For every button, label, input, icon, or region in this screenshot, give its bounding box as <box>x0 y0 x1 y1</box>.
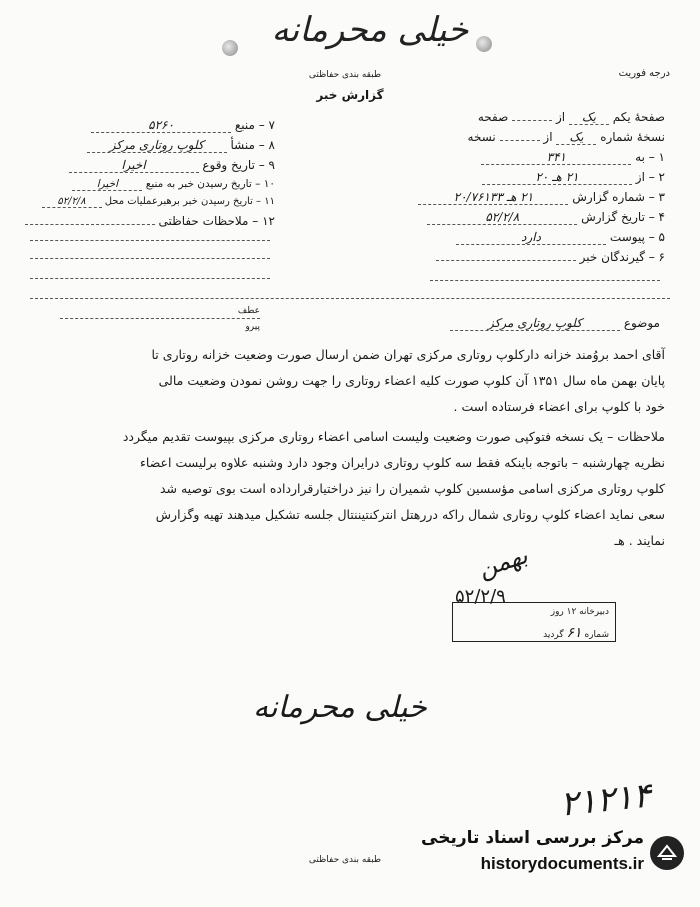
blank-line <box>30 278 270 279</box>
stamp-date: ۵۲/۲/۹ <box>455 586 506 607</box>
field-page: صفحهٔ یکم یک از صفحه <box>477 110 665 124</box>
classification-stamp-bottom: خیلی محرمانه <box>253 690 427 725</box>
watermark-url: historydocuments.ir <box>480 854 644 873</box>
subject-line <box>390 316 660 331</box>
security-class-label: طبقه بندی حفاظتی <box>308 70 382 80</box>
field-report-date: ۴ – تاریخ گزارش ۵۲/۲/۸ <box>420 210 665 225</box>
notes-line: نمایند . هـ <box>614 533 665 548</box>
subject-label: موضوع <box>623 316 660 330</box>
blank-line <box>30 240 270 241</box>
blank-line <box>30 258 270 259</box>
footer-class-label: طبقه بندی حفاظتی <box>308 855 382 865</box>
field-report-number: ۳ – شماره گزارش ۲۱ هـ ۲۰/۷۶۱۳۳ <box>420 190 665 205</box>
watermark-title: مرکز بررسی اسناد تاریخی <box>421 828 644 848</box>
body-line: آقای احمد بروُمند خزانه دارکلوپ روتاری مرکزی تهران ضمن ارسال صورت وضعیت خزانه روتاری تا <box>151 347 665 362</box>
field-copy: نسخهٔ شماره یک از نسخه <box>467 130 665 144</box>
body-line: پایان بهمن ماه سال ۱۳۵۱ آن کلوپ صورت کلیه اعضاء روتاری را جهت روشن نمودن وضعیت مالی <box>158 373 665 388</box>
notes-body <box>40 424 665 554</box>
report-title: گزارش خبر <box>316 88 384 102</box>
punch-hole-left <box>222 40 238 56</box>
atf-line <box>60 318 260 319</box>
subject-value: کلوپ روتاری مرکز <box>450 316 620 331</box>
notes-line: سعی نماید اعضاء کلوپ روتاری شمال راکه دررهتل انترکنتیننتال جلسه تشکیل میدهند تهیه وگزارش <box>155 507 665 522</box>
field-source-date: ۱۰ – تاریخ رسیدن خبر به منبع اخیرا <box>30 178 275 191</box>
body-line: خود با کلوپ برای اعضاء فرستاده است . <box>453 399 665 414</box>
field-to: ۱ – به ۳۴۱ <box>420 150 665 165</box>
atf-label: عطف <box>237 306 260 316</box>
punch-hole-right <box>476 36 492 52</box>
blank-line <box>430 280 660 281</box>
notes-line: ملاحظات – یک نسخه فتوکپی صورت وضعیت ولیست اسامی اعضاء روتاری مرکزی بپیوست تقدیم میگردد <box>122 429 665 444</box>
field-recipients: ۶ – گیرندگان خبر <box>420 250 665 264</box>
report-body <box>40 342 665 420</box>
signature: بهمن <box>474 540 531 584</box>
field-security-notes: ۱۲ – ملاحظات حفاظتی <box>30 214 275 228</box>
field-from: ۲ – از ۲۱ هـ ۲۰ <box>420 170 665 185</box>
section-divider <box>30 298 670 299</box>
field-operation-date: ۱۱ – تاریخ رسیدن خبر برهبرعملیات محل ۵۲/۲/۸ <box>10 196 275 208</box>
archive-number: ۲۱۲۱۴ <box>558 775 654 825</box>
peyro-label: پیرو <box>245 322 260 332</box>
field-source: ۷ – منبع ۵۲۶۰ <box>30 118 275 133</box>
archive-logo-icon <box>650 836 684 870</box>
registry-stamp: دبیرخانه ۱۲ روز شماره ۶۱ گردید <box>452 602 616 642</box>
notes-line: نظریه چهارشنبه – باتوجه باینکه فقط سه کلوپ روتاری درایران وجود دارد وشنبه علاوه برلیست اعضاء <box>140 455 665 470</box>
field-attachment: ۵ – پیوست دارد <box>420 230 665 245</box>
field-occurrence-date: ۹ – تاریخ وقوع اخیرا <box>30 158 275 173</box>
watermark <box>418 826 688 886</box>
notes-line: کلوپ روتاری مرکزی اسامی مؤسسین کلوپ شمیران را نیز دراختیارقرارداده است بوی توصیه شد <box>159 481 665 496</box>
field-origin: ۸ – منشأ کلوپ روتاری مرکز <box>30 138 275 153</box>
priority-label: درجه فوریت <box>618 68 670 79</box>
classification-stamp-top: خیلی محرمانه <box>271 10 469 50</box>
